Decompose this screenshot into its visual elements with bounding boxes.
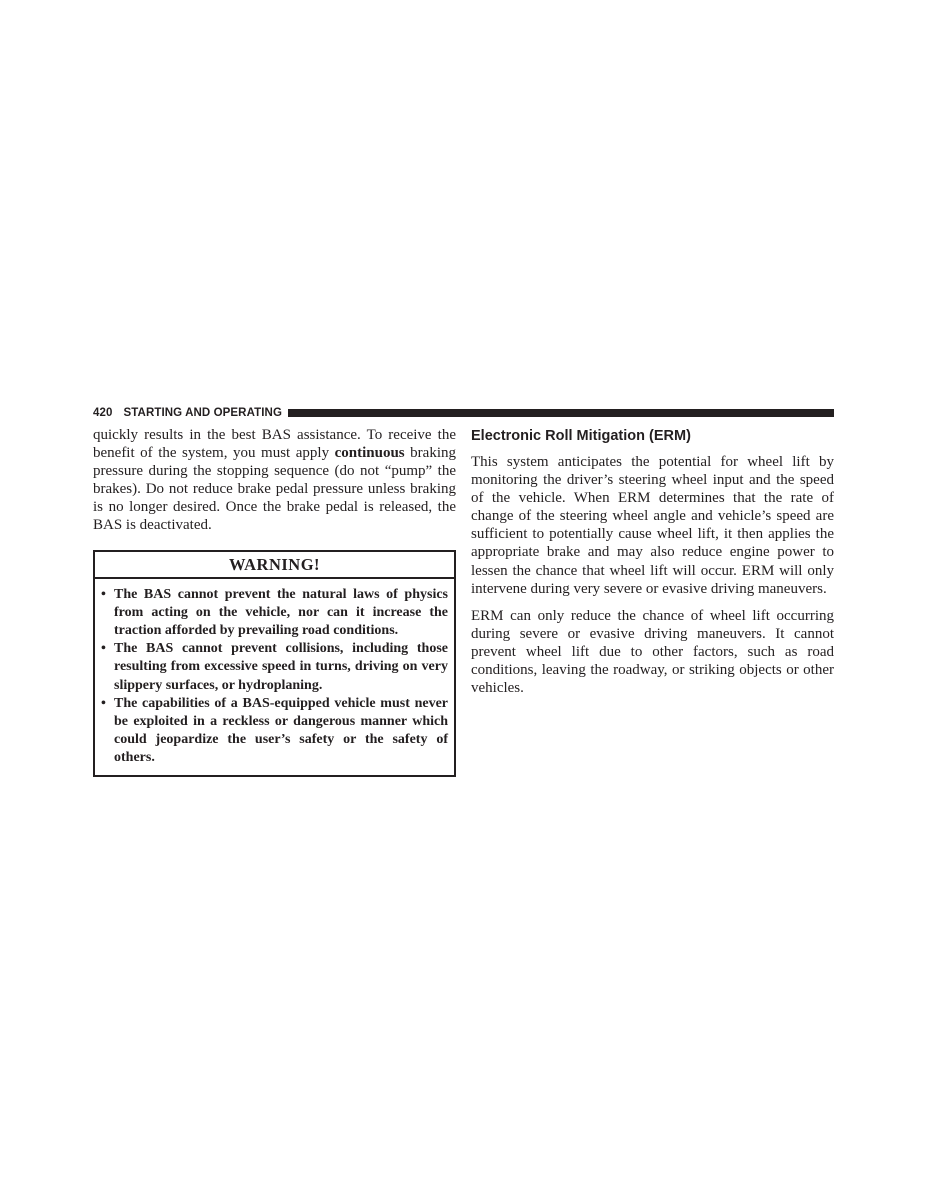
section-title: STARTING AND OPERATING xyxy=(123,407,283,419)
bullet-icon: • xyxy=(101,695,106,711)
page-header xyxy=(93,405,834,421)
bullet-icon: • xyxy=(101,586,106,602)
warning-item xyxy=(101,586,448,641)
warning-list xyxy=(95,579,454,775)
warning-item xyxy=(101,695,448,768)
warning-title: WARNING! xyxy=(95,552,454,579)
warning-box xyxy=(93,550,456,777)
page-number: 420 xyxy=(93,407,113,419)
bas-intro-paragraph xyxy=(93,426,456,535)
erm-paragraph-1: This system anticipates the potential for wheel lift by monitoring the driver’s steering wheel input and the speed of the vehicle. When ERM determines that the rate of change of the steering wheel angle and vehicle’s speed are sufficient to potentially cause wheel lift, it then applies the appropriate brake and may also reduce engine power to lessen the chance that wheel lift will occur. ERM will only intervene during very severe or evasive driving maneuvers. xyxy=(471,454,834,597)
header-rule xyxy=(288,409,834,417)
intro-bold-word: continuous xyxy=(334,445,405,462)
erm-paragraph-2: ERM can only reduce the chance of wheel lift occurring during severe or evasive driving maneuvers. It cannot prevent wheel lift due to other factors, such as road conditions, leaving the roadway, or striking objects or other vehicles. xyxy=(471,607,834,697)
warning-item-text: The capabilities of a BAS-equipped vehicle must never be exploited in a reckless or dangerous manner which could jeopardize the user’s safety or the safety of others. xyxy=(114,695,448,766)
warning-item-text: The BAS cannot prevent collisions, including those resulting from excessive speed in turns, driving on very slippery surfaces, or hydroplaning. xyxy=(114,641,448,693)
right-column xyxy=(471,426,834,697)
left-column xyxy=(93,426,456,777)
erm-heading: Electronic Roll Mitigation (ERM) xyxy=(471,428,691,444)
bullet-icon: • xyxy=(101,641,106,657)
intro-text-end: braking pressure during the stopping sequence (do not “pump” the brakes). Do not reduce brake pedal pressure unless braking is no longer desired. Once the brake pedal is released, the BAS is deactivated. xyxy=(93,445,456,534)
warning-item xyxy=(101,640,448,695)
warning-item-text: The BAS cannot prevent the natural laws of physics from acting on the vehicle, nor can it increase the traction afforded by prevailing road conditions. xyxy=(114,586,448,638)
intro-text-start: quickly results in the best BAS assistance. To receive the benefit of the system, you must apply xyxy=(93,427,456,462)
